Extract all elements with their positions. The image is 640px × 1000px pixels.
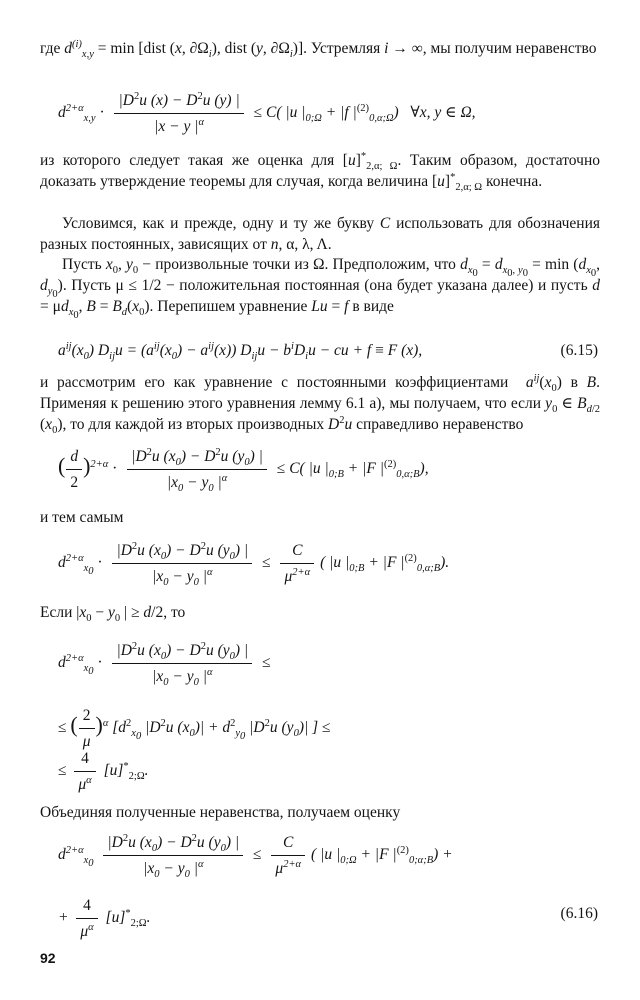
- equation-6-15: $a^{ij}(x_0) D_{ij}u = (a^{ij}(x_0) - a^{ij}(x)) D_{ij}u - b^iD_iu$ − cu + f ≡ F (x),: [58, 340, 423, 363]
- paragraph-combine: Объединяя полученные неравенства, получаем оценку: [40, 804, 401, 821]
- paragraph-estimate: из которого следует такая же оценка для $[u]^*_{2,\alpha; \Omega}$. Таким образом, достаточно доказать утверждение теоремы для случая, когда величина $[u]^*_{2,\alpha; \Omega}$ конечна.: [40, 150, 600, 194]
- equation-if-line1: $d^{2+\alpha}_{x_0}$ · $\frac{|D^2u (x_0) - D^2u (y_0) |}{|x_0 - y_0 |^\alpha}$ ≤: [58, 640, 271, 689]
- equation-number: (6.15): [560, 342, 598, 359]
- paragraph-thus: и тем самым: [40, 509, 124, 526]
- equation-6-16-line2: + $\frac{4}{\mu^\alpha}$ $[u]^*_{2;\Omega}$.: [58, 897, 151, 940]
- paragraph-points: Пусть $x_0$, $y_0$ − произвольные точки из Ω. Предположим, что $d_{x_0} = d_{x_0, y_0} = \min (d_{x_0}$, $d_{y_0}$). Пусть μ ≤ 1/2 − положительная постоянная (она будет указана далее) и пусть $d = \mu d_{x_0}$, $B = B_d(x_0)$. Перепишем уравнение Lu = f в виде: [40, 256, 600, 322]
- equation-6-16-line1: $d^{2+\alpha}_{x_0}$ $\frac{|D^2u (x_0) - D^2u (y_0) |}{|x_0 - y_0 |^\alpha}$ ≤ $\frac{C}{\mu^{2+\alpha}}$ ( |u $|_{0;\Omega} + |F$ $|^{(2)}_{0;\alpha;B}$) +: [58, 832, 453, 881]
- equation-dx0: $d^{2+\alpha}_{x_0}$ · $\frac{|D^2u (x_0) - D^2u (y_0) |}{|x_0 - y_0 |^\alpha}$ ≤ $\frac{C}{\mu^{2+\alpha}}$ ( |u $|_{0;B} + |F$ $|^{(2)}_{0,\alpha;B}$).: [58, 540, 450, 589]
- paragraph-if: Если $|x_0 - y_0$ | ≥ d/2, то: [40, 604, 186, 625]
- equation-if-line3: ≤ $\frac{4}{\mu^\alpha}$ $[u]^*_{2;\Omega}$.: [58, 750, 149, 793]
- paragraph-consider: и рассмотрим его как уравнение с постоянными коэффициентами $a^{ij}(x_0)$ в B. Применяя к решению этого уравнения лемму 6.1 а), мы получаем, что если $y_0$ ∈ $B_{d/2}$ $(x_0)$, то для каждой из вторых производных $D^2u$ справедливо неравенство: [40, 372, 601, 437]
- equation-limit: $d^{2+\alpha}_{x,y}$ · $\frac{|D^2u (x) - D^2u (y) |}{|x - y |^\alpha}$ ≤ C( |u $|_{0;\Omega} + |f$ $|^{(2)}_{0,\alpha;\Omega}$) ∀x, y ∈ Ω,: [58, 90, 476, 135]
- equation-if-line2: ≤ ( $\frac{2}{\mu}$ )$^\alpha$ [$d^2_{x_0}$ $|D^2u$ $(x_0)| + d^2_{y_0}$ $|D^2u$ $(y_0)|$ ] ≤: [58, 707, 331, 750]
- paragraph-constants: Условимся, как и прежде, одну и ту же букву C использовать для обозначения разных постоянных, зависящих от n, α, λ, Λ.: [40, 215, 600, 253]
- equation-d-half: ( $\frac{d}{2}$ )$^{2+\alpha}$ · $\frac{|D^2u (x_0) - D^2u (y_0) |}{|x_0 - y_0 |^\alpha}$ ≤ C( |u $|_{0;B} + |F$ $|^{(2)}_{0,\alpha;B}$),: [58, 446, 429, 495]
- page-number: 92: [40, 950, 56, 966]
- equation-number: (6.16): [560, 905, 598, 922]
- paragraph-where: где $d^{(i)}_{x,y} = \min$ [dist (x, $\partial\Omega_i$), dist (y, $\partial\Omega_i$)]. Устремляя i → ∞, мы получим неравенство: [40, 38, 597, 61]
